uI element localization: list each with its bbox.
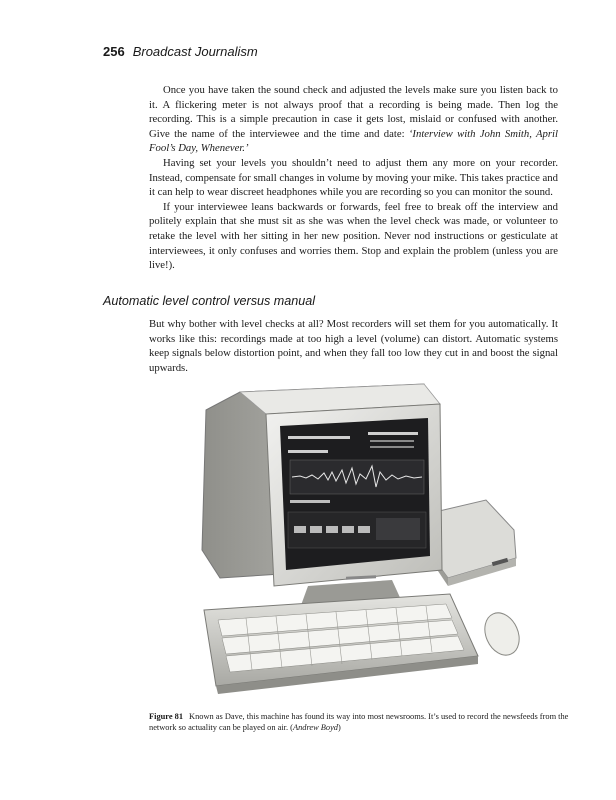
keyboard bbox=[204, 594, 478, 694]
section-level-check bbox=[149, 83, 558, 273]
section-heading-automatic-level-control: Automatic level control versus manual bbox=[103, 294, 316, 308]
paragraph-set-levels: Having set your levels you shouldn’t need to adjust them any more on your recorder. Instead, compensate for small changes in volume by moving your mike. This takes practice and it can help to wear discreet headphones while you are recording so you can monitor the sound. bbox=[149, 156, 558, 199]
caption-text: Known as Dave, this machine has found its way into most newsrooms. It’s used to record the newsfeeds from the network so actuality can be played on air. ( bbox=[149, 712, 569, 733]
figure-label: Figure 81 bbox=[149, 712, 184, 721]
caption-credit: Andrew Boyd bbox=[292, 723, 338, 733]
figure-caption: Figure 81 Known as Dave, this machine has found its way into most newsrooms. It’s used to record the newsfeeds from the network so actuality can be played on air. (Andrew Boyd) bbox=[149, 712, 569, 733]
figure-computer-photo bbox=[196, 380, 522, 698]
paragraph-listen-back: Once you have taken the sound check and adjusted the levels make sure you listen back to it. A flickering meter is not always proof that a recording is being made. Then log the recording. This is a simple precaution in case it gets lost, mislaid or confused with another. Give the name of the interviewee and the time and date: ‘Interview with John Smith, April Fool’s Day, Whenever.’ bbox=[149, 84, 558, 155]
computer-illustration bbox=[196, 380, 522, 698]
paragraph-interviewee-moves: If your interviewee leans backwards or forwards, feel free to break off the interview and politely explain that she must sit as she was when the level check was made, or volunteer to retake the level with her sitting in her new position. Never nod instructions or gesticulate at interviewees, it only confuses and worries them. Stop and explain the problem (unless you are live!). bbox=[149, 200, 558, 272]
section-automatic-level bbox=[149, 317, 558, 375]
paragraph-automatic-level: But why bother with level checks at all? Most recorders will set them for you automatically. It works like this: recordings made at too high a level (volume) can distort. Automatic systems keep signals below distortion point, and when they fall too low they cut in and boost the signal upwards. bbox=[149, 318, 558, 374]
monitor bbox=[202, 384, 442, 586]
mouse bbox=[478, 607, 522, 660]
log-example-quote: ‘Interview with John Smith, April Fool’s Day, Whenever.’ bbox=[149, 127, 558, 155]
running-header bbox=[103, 44, 258, 59]
page-number: 256 bbox=[103, 44, 125, 59]
running-title: Broadcast Journalism bbox=[132, 44, 258, 59]
